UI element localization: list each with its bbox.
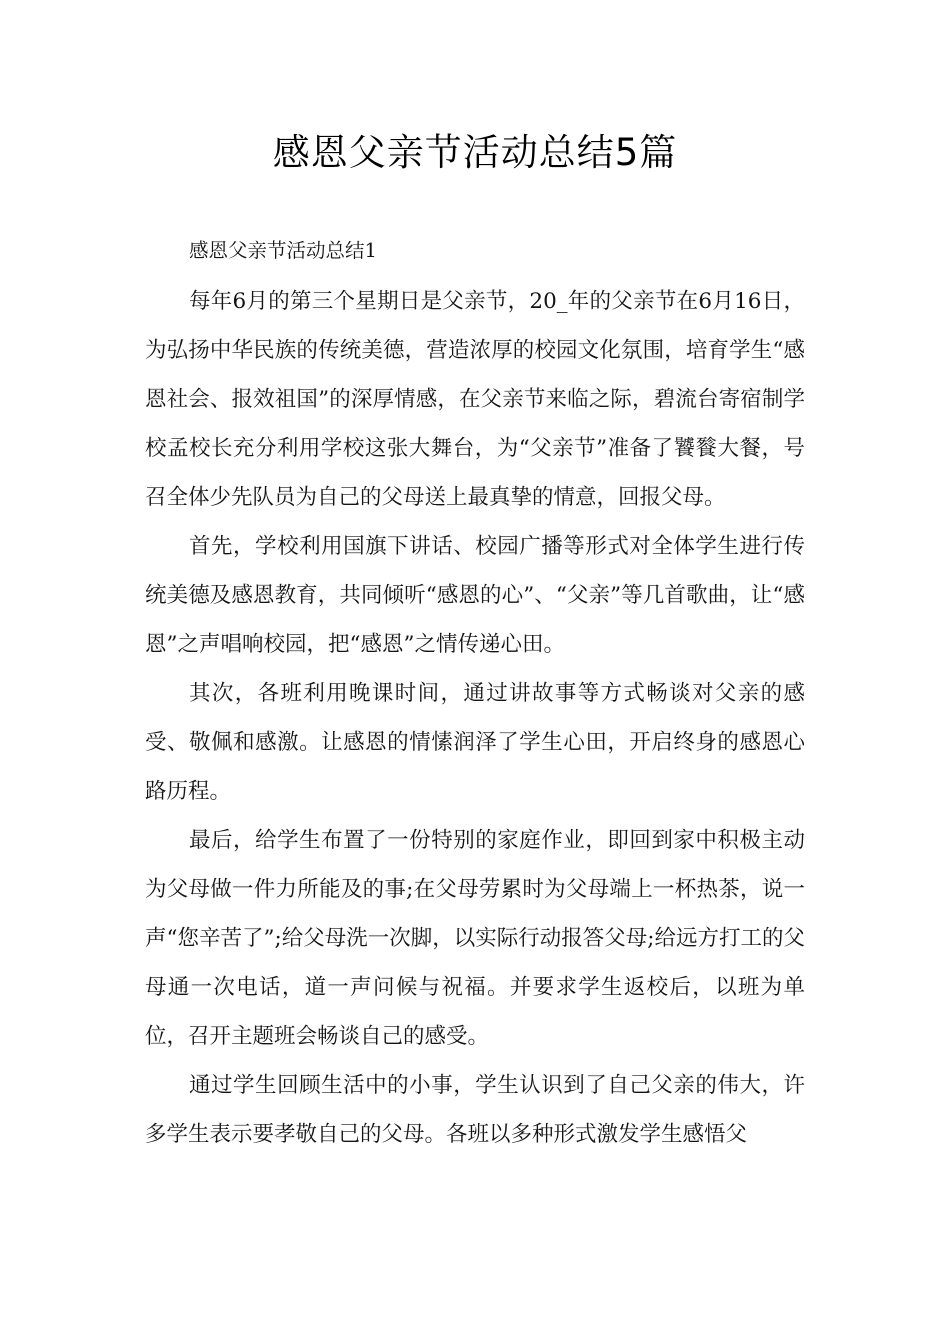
paragraph: 每年6月的第三个星期日是父亲节，20_年的父亲节在6月16日，为弘扬中华民族的传统美德，营造浓厚的校园文化氛围，培育学生“感恩社会、报效祖国”的深厚情感，在父亲节来临之际，碧流台寄宿制学校孟校长充分利用学校这张大舞台，为“父亲节”准备了饕餮大餐，号召全体少先队员为自己的父母送上最真挚的情意，回报父母。 [145, 289, 805, 510]
document-body [145, 226, 805, 1159]
paragraph: 首先，学校利用国旗下讲话、校园广播等形式对全体学生进行传统美德及感恩教育，共同倾听“感恩的心”、“父亲”等几首歌曲，让“感恩”之声唱响校园，把“感恩”之情传递心田。 [145, 534, 805, 657]
section-heading: 感恩父亲节活动总结1 [189, 239, 377, 262]
paragraph: 其次，各班利用晚课时间，通过讲故事等方式畅谈对父亲的感受、敬佩和感激。让感恩的情愫润泽了学生心田，开启终身的感恩心路历程。 [145, 681, 805, 804]
paragraph: 通过学生回顾生活中的小事，学生认识到了自己父亲的伟大，许多学生表示要孝敬自己的父母。各班以多种形式激发学生感悟父 [145, 1073, 805, 1147]
paragraph: 最后，给学生布置了一份特别的家庭作业，即回到家中积极主动为父母做一件力所能及的事;在父母劳累时为父母端上一杯热茶，说一声“您辛苦了”;给父母洗一次脚，以实际行动报答父母;给远方打工的父母通一次电话，道一声问候与祝福。并要求学生返校后，以班为单位，召开主题班会畅谈自己的感受。 [145, 828, 805, 1049]
document-title: 感恩父亲节活动总结5篇 [272, 131, 678, 174]
